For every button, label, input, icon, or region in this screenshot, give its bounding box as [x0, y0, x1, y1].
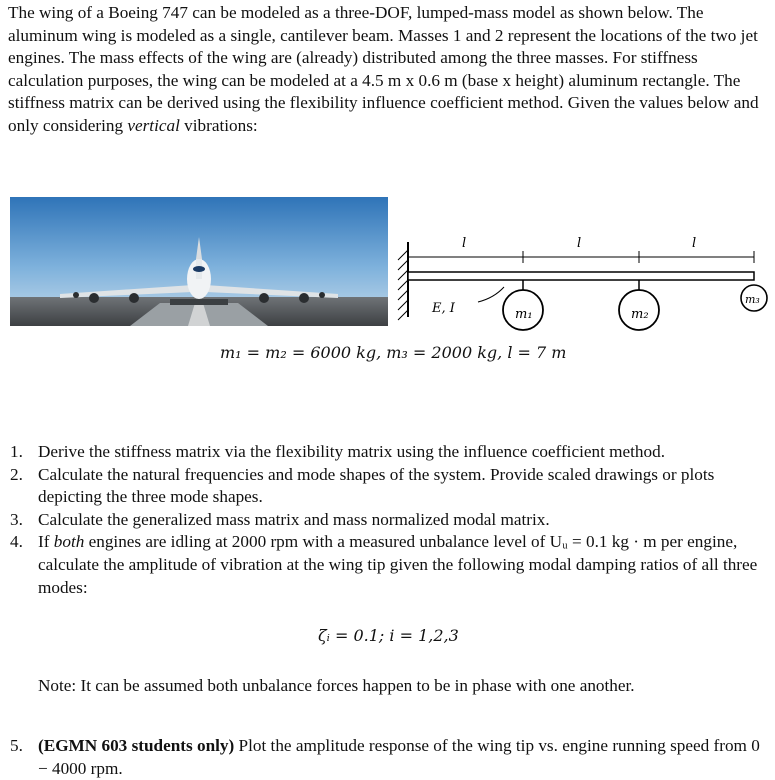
question-1 — [0, 441, 770, 464]
intro-text-end: vibrations: — [179, 115, 258, 135]
vertical-emphasis: vertical — [127, 115, 180, 135]
question-text: Calculate the natural frequencies and mode shapes of the system. Provide scaled drawings or plots depicting the three mode shapes. — [38, 464, 715, 507]
lumped-mass-diagram — [396, 232, 771, 332]
question-list — [0, 441, 770, 599]
question-number: 2. — [10, 464, 23, 484]
mass-3-label: m₃ — [745, 293, 760, 306]
damping-ratio: ζᵢ = 0.1; i = 1,2,3 — [318, 626, 459, 645]
note: Note: It can be assumed both unbalance forces happen to be in phase with one another. — [38, 676, 635, 695]
question-number: 3. — [10, 509, 23, 529]
wall-hatch — [398, 250, 408, 320]
beam-property-label: E, I — [432, 301, 455, 316]
given-values: m₁ = m₂ = 6000 kg, m₃ = 2000 kg, l = 7 m — [220, 343, 567, 362]
dimension-line — [408, 251, 754, 263]
span-label-1: l — [462, 236, 467, 251]
airplane-image — [10, 197, 388, 326]
ei-pointer — [478, 287, 504, 302]
mass-2-label: m₂ — [631, 307, 649, 322]
question-3 — [0, 509, 770, 532]
question-text: Derive the stiffness matrix via the flexibility matrix using the influence coefficient method. — [38, 442, 666, 461]
boeing-747-photo — [10, 197, 388, 326]
question-text: Calculate the generalized mass matrix and mass normalized modal matrix. — [38, 509, 550, 529]
question-4 — [0, 531, 770, 599]
question-text: Plot the amplitude response of the wing tip vs. engine running speed from 0 − 4000 rpm. — [38, 736, 760, 778]
span-label-3: l — [692, 236, 697, 251]
question-text: If — [38, 532, 54, 552]
question-number: 1. — [10, 442, 23, 461]
question-number: 5. — [10, 736, 23, 755]
question-5 — [0, 735, 770, 780]
problem-statement — [8, 2, 770, 138]
question-text-cont: engines are idling at 2000 rpm with a measured unbalance level of Uᵤ = 0.1 kg · m per engine, calculate the amplitude of vibration at the wing tip given the following modal damping ratios of all three modes: — [38, 532, 758, 597]
beam — [408, 272, 754, 280]
question-number: 4. — [10, 532, 23, 552]
span-label-2: l — [577, 236, 582, 251]
both-emphasis: both — [53, 532, 85, 552]
intro-text: The wing of a Boeing 747 can be modeled as a three-DOF, lumped-mass model as shown below. The aluminum wing is modeled as a single, cantilever beam. Masses 1 and 2 represent the locations of the two jet engines. The mass effects of the wing are (already) distributed among the three masses. For stiffness calculation purposes, the wing can be modeled at a 4.5 m x 0.6 m (base x height) aluminum rectangle. The stiffness matrix can be derived using the flexibility influence coefficient method. Given the values below and only considering — [8, 3, 759, 135]
bold-qualifier: (EGMN 603 students only) — [38, 736, 235, 755]
question-2 — [0, 464, 770, 509]
mass-1-label: m₁ — [515, 307, 533, 322]
